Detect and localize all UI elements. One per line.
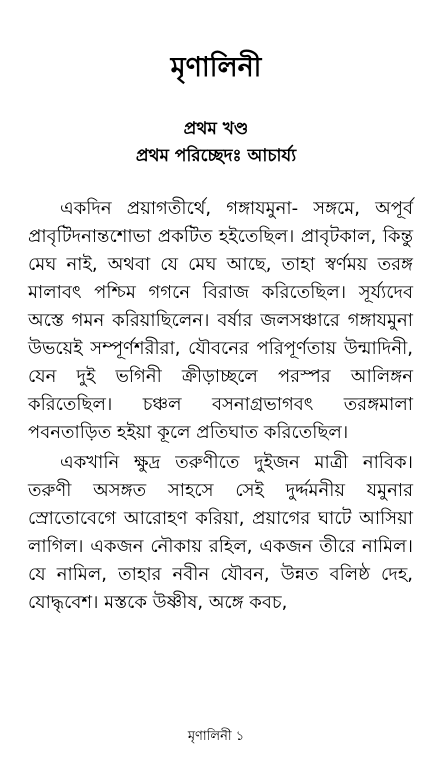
part-title: প্রথম খণ্ড [183, 119, 249, 139]
book-title: মৃণালিনী [170, 52, 262, 83]
chapter-title: প্রথম পরিচ্ছেদঃ আচার্য্য [135, 146, 297, 166]
body-text [28, 195, 413, 617]
page-footer: মৃণালিনী ১ [187, 729, 245, 744]
paragraph-1: একদিন প্রয়াগতীর্থে, গঙ্গাযমুনা- সঙ্গমে, অপূর্ব প্রাবৃটিদনান্তশোভা প্রকটিত হইতেছিল। প্রাবৃটকাল, কিন্তু মেঘ নাই, অথবা যে মেঘ আছে, তাহা স্বর্ণময় তরঙ্গ মালাবৎ পশ্চিম গগনে বিরাজ করিতেছিল। সূর্য্যদেব অস্তে গমন করিয়াছিলেন। বর্ষার জলসঞ্চারে গঙ্গাযমুনা উভয়েই সম্পূর্ণশরীরা, যৌবনের পরিপূর্ণতায় উন্মাদিনী, যেন দুই ভগিনী ক্রীড়াচ্ছলে পরস্পর আলিঙ্গন করিতেছিল। চঞ্চল বসনাগ্রভাগবৎ তরঙ্গমালা পবনতাড়িত হইয়া কূলে প্রতিঘাত করিতেছিল। [28, 198, 413, 443]
paragraph-2: একখানি ক্ষুদ্র তরুণীতে দুইজন মাত্রী নাবিক। তরুণী অসঙ্গত সাহসে সেই দুর্দ্দমনীয় যমুনার স্রোতোবেগে আরোহণ করিয়া, প্রয়াগের ঘাটে আসিয়া লাগিল। একজন নৌকায় রহিল, একজন তীরে নামিল। যে নামিল, তাহার নবীন যৌবন, উন্নত বলিষ্ঠ দেহ, যোদ্ধৃবেশ। মস্তকে উষ্ণীষ, অঙ্গে কবচ, [28, 452, 413, 613]
